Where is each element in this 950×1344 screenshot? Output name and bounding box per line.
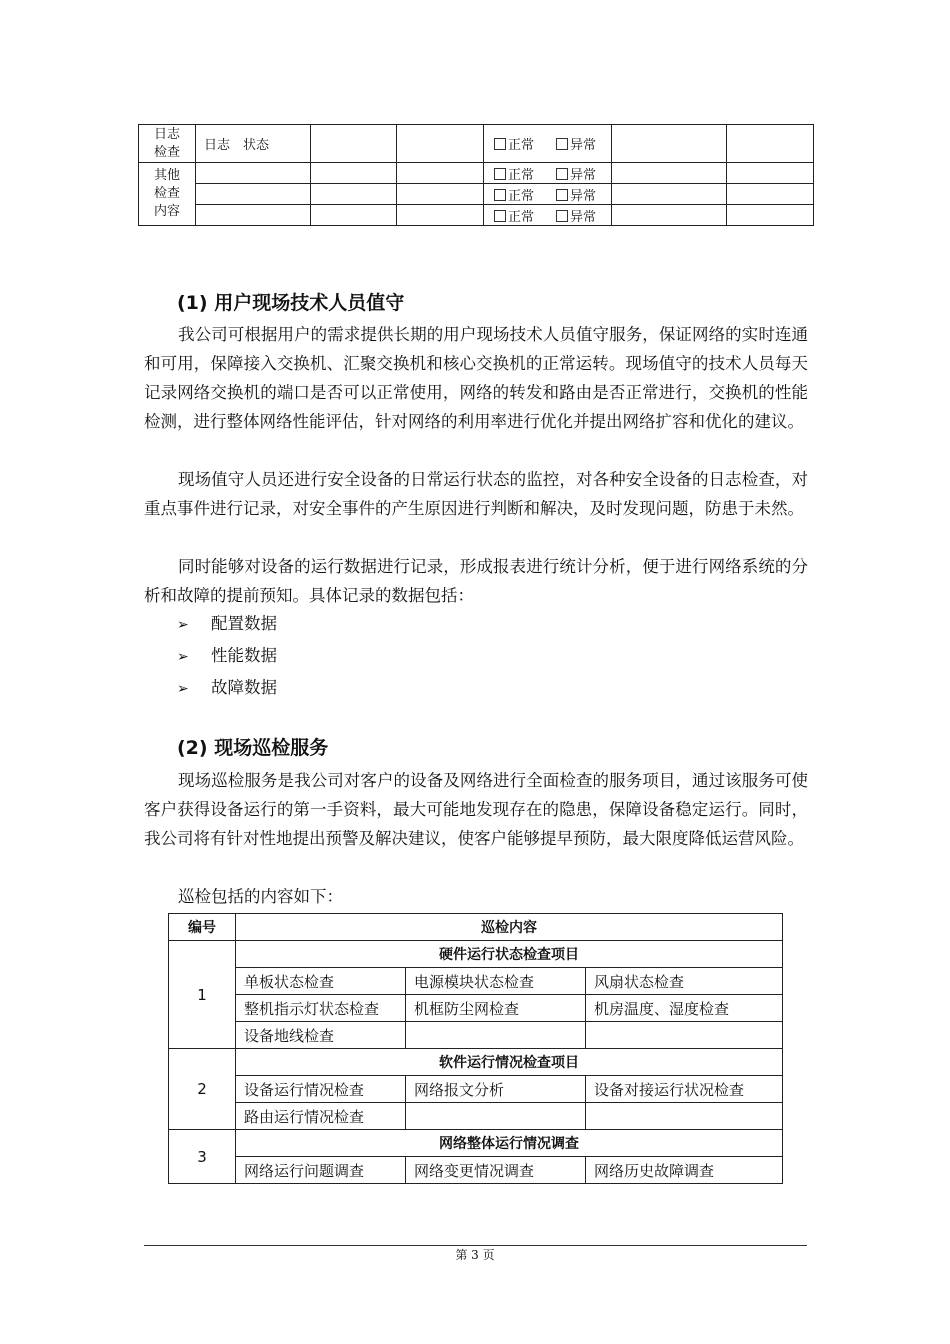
col-content-header: 巡检内容: [236, 914, 783, 941]
log-category: 日志检查: [139, 125, 196, 163]
status-cell: 正常 异常: [484, 163, 612, 184]
section1-title: (1) 用户现场技术人员值守: [177, 292, 405, 314]
col-number-header: 编号: [169, 914, 236, 941]
group-number: 2: [169, 1049, 236, 1130]
table-cell: 机房温度、湿度检查: [586, 995, 783, 1022]
arrow-bullet-icon: ➢: [177, 649, 189, 665]
abnormal-checkbox[interactable]: [556, 168, 568, 180]
inspection-table: [168, 913, 783, 1184]
list-item: ➢ 性能数据: [177, 641, 277, 672]
table-cell: 电源模块状态检查: [406, 968, 586, 995]
group-title: 硬件运行状态检查项目: [236, 941, 783, 968]
status-cell: 正常 异常: [484, 125, 612, 163]
status-cell: 正常 异常: [484, 184, 612, 205]
table-cell: 网络运行问题调查: [236, 1157, 406, 1184]
table-cell: 设备地线检查: [236, 1022, 406, 1049]
table-cell: 单板状态检查: [236, 968, 406, 995]
table-cell: 风扇状态检查: [586, 968, 783, 995]
group-number: 1: [169, 941, 236, 1049]
group-title: 软件运行情况检查项目: [236, 1049, 783, 1076]
other-category: 其他检查内容: [139, 163, 196, 226]
table-cell: 网络历史故障调查: [586, 1157, 783, 1184]
table-cell: 机框防尘网检查: [406, 995, 586, 1022]
table-cell: 网络报文分析: [406, 1076, 586, 1103]
arrow-bullet-icon: ➢: [177, 617, 189, 633]
abnormal-checkbox[interactable]: [556, 210, 568, 222]
table-cell: 路由运行情况检查: [236, 1103, 406, 1130]
list-item: ➢ 故障数据: [177, 673, 277, 704]
status-cell: 正常 异常: [484, 205, 612, 226]
section2-intro: 巡检包括的内容如下：: [178, 887, 343, 906]
arrow-bullet-icon: ➢: [177, 681, 189, 697]
log-table: [138, 124, 814, 226]
section1-paragraph-1: 我公司可根据用户的需求提供长期的用户现场技术人员值守服务，保证网络的实时连通和可用，保障接入交换机、汇聚交换机和核心交换机的正常运转。现场值守的技术人员每天记录网络交换机的端口是否可以正常使用，网络的转发和路由是否正常进行，交换机的性能检测，进行整体网络性能评估，针对网络的利用率进行优化并提出网络扩容和优化的建议。: [144, 325, 808, 431]
list-item: ➢ 配置数据: [177, 609, 277, 640]
group-number: 3: [169, 1130, 236, 1184]
normal-checkbox[interactable]: [494, 168, 506, 180]
table-cell: 整机指示灯状态检查: [236, 995, 406, 1022]
table-cell: 设备对接运行状况检查: [586, 1076, 783, 1103]
normal-checkbox[interactable]: [494, 189, 506, 201]
normal-checkbox[interactable]: [494, 138, 506, 150]
abnormal-checkbox[interactable]: [556, 138, 568, 150]
section2-paragraph: 现场巡检服务是我公司对客户的设备及网络进行全面检查的服务项目，通过该服务可使客户获得设备运行的第一手资料，最大可能地发现存在的隐患，保障设备稳定运行。同时，我公司将有针对性地提出预警及解决建议，使客户能够提早预防，最大限度降低运营风险。: [144, 771, 808, 848]
page-number: 第 3 页: [455, 1248, 495, 1262]
table-cell: 网络变更情况调查: [406, 1157, 586, 1184]
section1-paragraph-2: 现场值守人员还进行安全设备的日常运行状态的监控，对各种安全设备的日志检查，对重点事件进行记录，对安全事件的产生原因进行判断和解决，及时发现问题，防患于未然。: [144, 470, 808, 518]
abnormal-checkbox[interactable]: [556, 189, 568, 201]
section1-paragraph-3: 同时能够对设备的运行数据进行记录，形成报表进行统计分析，便于进行网络系统的分析和故障的提前预知。具体记录的数据包括：: [144, 557, 808, 605]
section2-title: (2) 现场巡检服务: [177, 737, 329, 759]
table-cell: 设备运行情况检查: [236, 1076, 406, 1103]
group-title: 网络整体运行情况调查: [236, 1130, 783, 1157]
log-item: 日志 状态: [196, 125, 311, 163]
normal-checkbox[interactable]: [494, 210, 506, 222]
